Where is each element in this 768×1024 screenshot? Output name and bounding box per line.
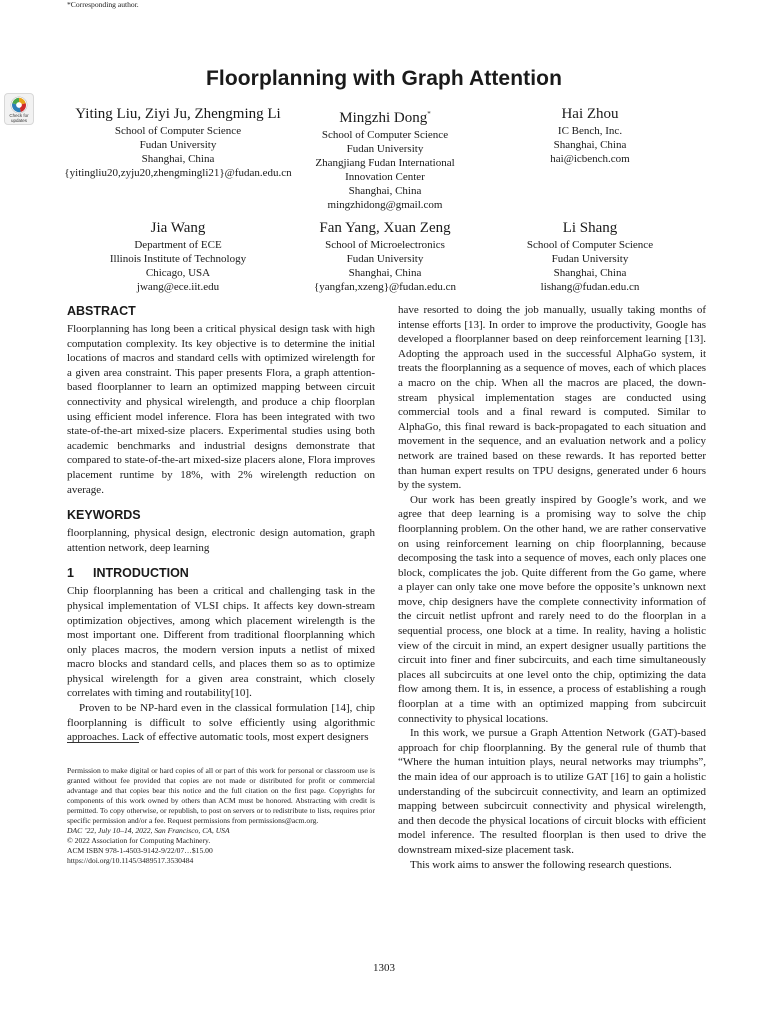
author-affiliation-line: Fudan University [139,139,217,151]
author-affiliation-line: School of Computer Science [526,239,654,251]
isbn-line: ACM ISBN 978-1-4503-9142-9/22/07…$15.00 [67,846,213,855]
section-number: 1 [67,566,74,581]
author-affiliation-line: Fudan University [551,253,629,265]
author-affiliation-line: Shanghai, China [553,139,627,151]
author-affiliation-line: Department of ECE [134,239,222,251]
badge-label: Check for updates [9,113,29,123]
intro-paragraph-6: This work aims to answer the following research questions. [410,858,672,871]
author-affiliation-line: Shanghai, China [141,153,215,165]
intro-paragraph-4: Our work has been greatly inspired by Google’s work, and we agree that deep learning is a promising way to solve the chip floorplanning problem. On the other hand, we are rather conservative on using reinforcement learning on chip floorplanning, because decomposing the task into a sequence of moves, each only places one block, complicates the job. Quite different from the Go game, where a player can only take one move before the opposite’s unknown next move, chip designers have the complete connectivity information of the circuit netlist upfront and rarely need to do the floorplan in a sequential process, one block at a time. In reality, having a holistic view of the circuit in mind, an expert designer usually partitions the circuit into finer and finer subcircuits, and each time simultaneously places all subcircuits at one level onto the chip, optimizing the data flow among them. It is, in essence, a process of establishing a rough floorplan at a time with an optimized mapping from subcircuit connectivity to physical locations. [398,493,706,725]
corresponding-author-note: *Corresponding author. [67,0,139,9]
author-email: {yangfan,xzeng}@fudan.edu.cn [314,281,456,293]
author-name: Jia Wang [150,220,206,236]
abstract-text: Floorplanning has long been a critical physical design task with high computation complexity. Its key objective is to determine the initial locations of macros and standard cells with optimized wirelength for a given area constraint. This paper presents Flora, a graph attention-based floorplanner to learn an optimized mapping between circuit connectivity and physical wirelength, and produce a chip floorplan using efficient model inference. Flora has been integrated with two state-of-the-art mixed-size placers. Experimental studies using both academic benchmarks and industrial designs demonstrate that compared to state-of-the-art mixed-size placers alone, Flora improves placement runtime by 18%, with 2% wirelength reduction on average. [67,323,375,496]
permission-block [67,766,375,866]
author-block-6 [500,220,680,294]
author-affiliation-line: Fudan University [346,253,424,265]
author-email: mingzhidong@gmail.com [327,199,443,211]
conference-line: DAC ’22, July 10–14, 2022, San Francisco, CA, USA [67,826,230,835]
author-name: Mingzhi Dong [339,110,428,126]
author-affiliation-line: Illinois Institute of Technology [109,253,247,265]
check-for-updates-badge[interactable] [4,93,34,125]
author-affiliation-line: School of Microelectronics [325,239,445,251]
author-block-5 [298,220,472,294]
doi-link[interactable]: https://doi.org/10.1145/3489517.3530484 [67,856,194,865]
author-affiliation-line: Shanghai, China [553,267,627,279]
author-email: {yitingliu20,zyju20,zhengmingli21}@fudan.edu.cn [64,167,292,179]
author-block-3 [500,106,680,166]
copyright-line: © 2022 Association for Computing Machinery. [67,836,211,845]
keywords-text: floorplanning, physical design, electronic design automation, graph attention network, deep learning [67,527,375,554]
paper-title: Floorplanning with Graph Attention [205,67,563,90]
author-affiliation-line: IC Bench, Inc. [557,125,623,137]
intro-paragraph-2: Proven to be NP-hard even in the classical formulation [14], chip floorplanning is difficult to solve efficiently using algorithmic approaches. Lack of effective automatic tools, most expert designers [67,702,375,744]
author-name: Hai Zhou [561,106,619,122]
author-affiliation-line: Shanghai, China [348,185,422,197]
keywords-heading: KEYWORDS [67,508,141,523]
author-affiliation-line: Zhangjiang Fudan International Innovation Center [315,157,455,183]
author-affiliation-line: Shanghai, China [348,267,422,279]
right-column [398,303,706,872]
author-block-2 [300,106,470,212]
crossmark-icon [10,96,28,114]
author-email: lishang@fudan.edu.cn [540,281,640,293]
permission-text: Permission to make digital or hard copies of all or part of this work for personal or classroom use is granted without fee provided that copies are not made or distributed for profit or commercial advantage and that copies bear this notice and the full citation on the first page. Copyrights for components of this work owned by others than ACM must be honored. Abstracting with credit is permitted. To copy otherwise, or republish, to post on servers or to redistribute to lists, requires prior specific permission and/or a fee. Request permissions from permissions@acm.org. [67,766,375,825]
page-number: 1303 [373,962,395,974]
intro-paragraph-5: In this work, we pursue a Graph Attention Network (GAT)-based approach for chip floorplanning. By the general rule of thumb that “Where the human intuition plays, neural networks may triumphs”, the main idea of our approach is to utilize GAT [16] to gain a holistic understanding of the subcircuit connectivity, and learn an optimized mapping between subcircuit connectivity and physical wirelength, and then decode the physical locations of circuit blocks with efficient model inference. The resulted floorplan is then used to drive the downstream mixed-size placement task. [398,727,706,856]
author-affiliation-line: Fudan University [346,143,424,155]
author-affiliation-line: Chicago, USA [145,267,211,279]
author-email: hai@icbench.com [550,153,630,165]
intro-paragraph-1: Chip floorplanning has been a critical and challenging task in the physical implementation of VLSI chips. It affects key down-stream optimization objectives, among which placement wirelength is the most important one. Different from traditional floorplanning which only places macros, the modern version inputs a netlist of mixed macro blocks and standard cells, and places them so as to optimize physical wirelength for a given area constraint, which closely correlates with timing and routability[10]. [67,585,375,700]
corresponding-footnote [67,0,375,10]
left-column [67,303,375,745]
author-affiliation-line: School of Computer Science [321,129,449,141]
introduction-heading [67,565,375,581]
abstract-heading: ABSTRACT [67,304,136,318]
section-title: INTRODUCTION [93,566,189,581]
author-block-4 [83,220,273,294]
author-email: jwang@ece.iit.edu [136,281,220,293]
author-name: Fan Yang, Xuan Zeng [319,220,451,236]
intro-paragraph-3: have resorted to doing the job manually, usually taking months of intense efforts [13]. In order to improve the productivity, Google has developed a floorplanner based on deep reinforcement learning [13]. Adopting the approach used in the successful AlphaGo system, it treats the floorplanning as a sequence of moves, each of which places a macro on the chip. When all the macros are placed, the down-stream physical implementation stages are conducted using commercial tools and a final reward is computed. Similar to AlphaGo, this final reward is back-propagated to each situation and movement in the sequence, and an evaluation network and a policy network are trained based on these rewards. It has reported better than human expert results on TPU designs, generated under 6 hours by the system. [398,304,706,492]
author-block-1 [64,106,292,180]
author-name: Li Shang [562,220,618,236]
author-affiliation-line: School of Computer Science [114,125,242,137]
footnote-rule [67,742,139,743]
author-name: Yiting Liu, Ziyi Ju, Zhengming Li [75,106,281,122]
corresponding-mark: * [427,110,431,118]
